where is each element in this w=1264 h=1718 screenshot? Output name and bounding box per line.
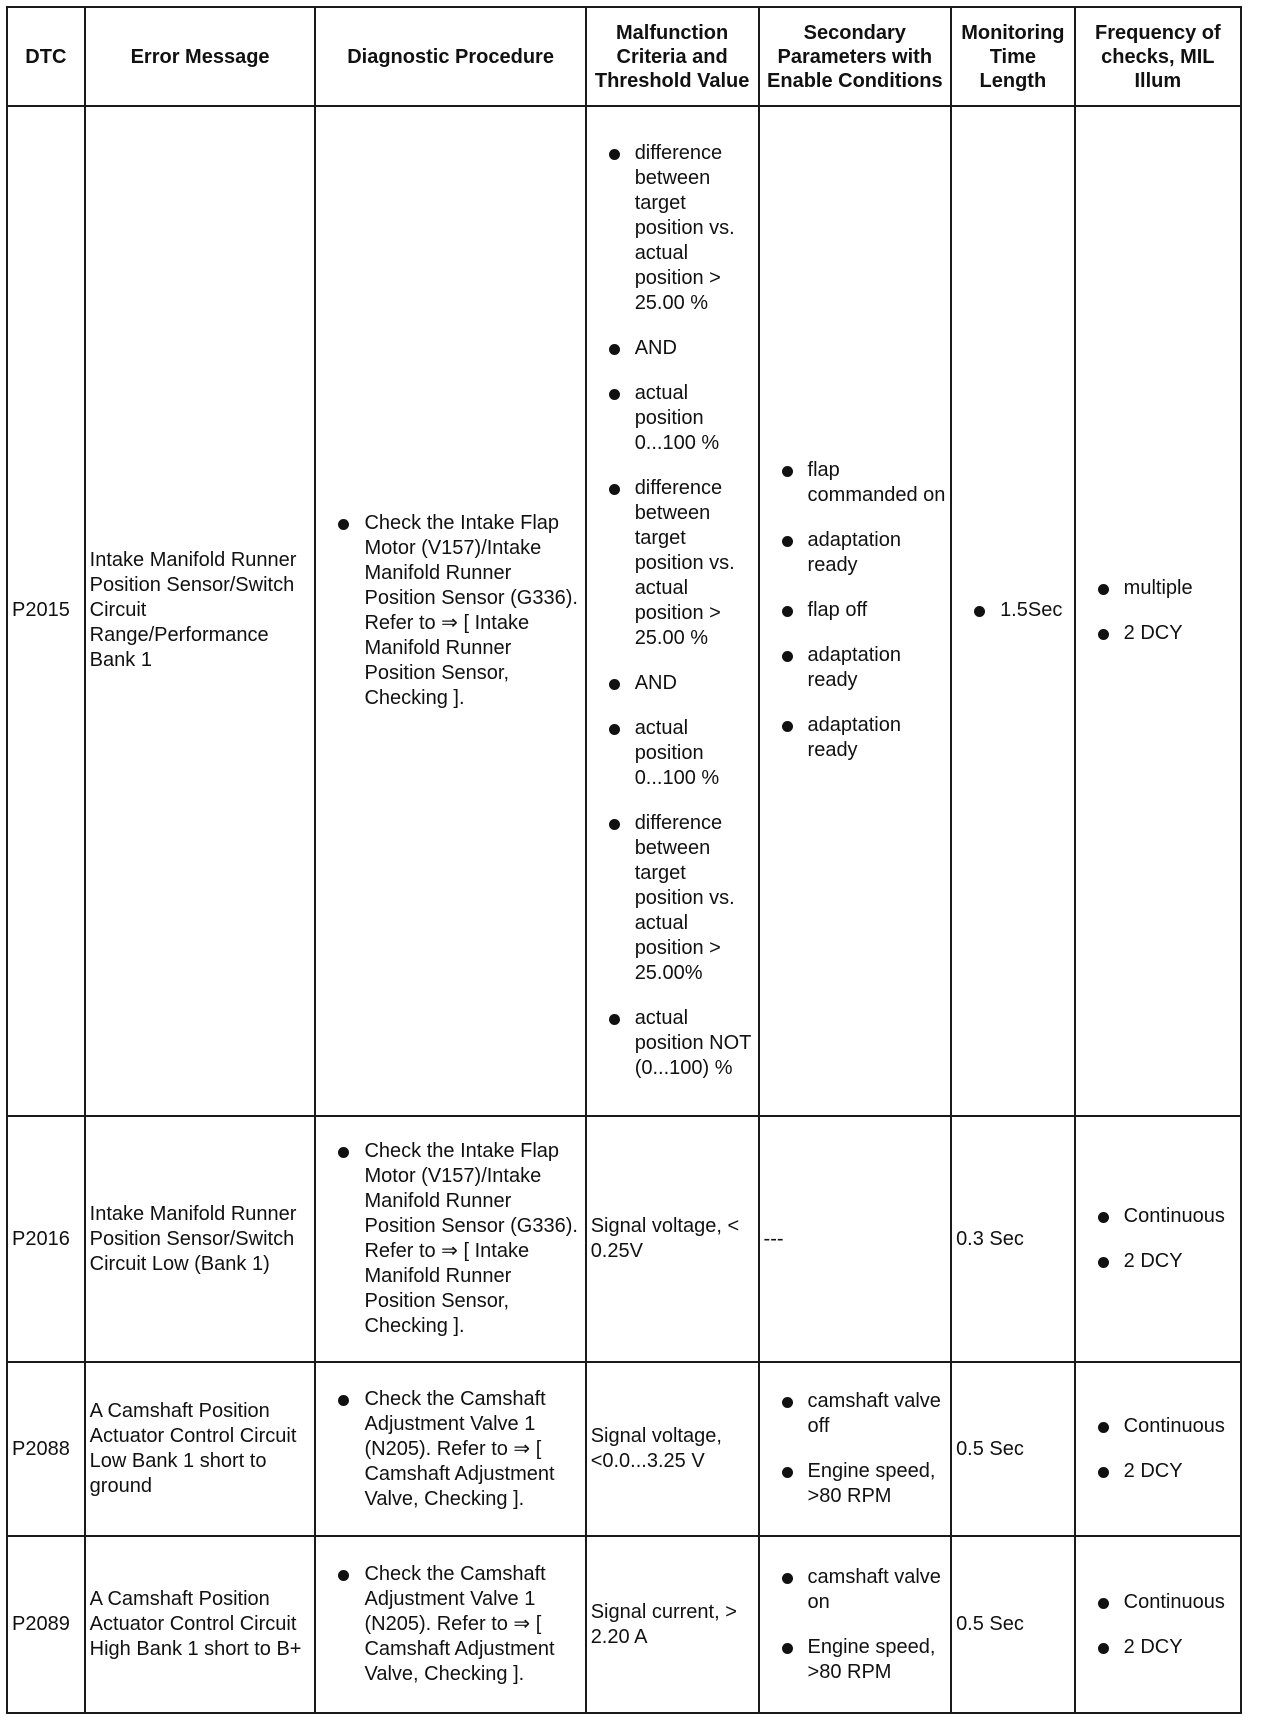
procedure-list [320, 511, 580, 711]
monitoring-time: 0.5 Sec [951, 1536, 1075, 1713]
list-item: Check the Camshaft Adjustment Valve 1 (N205). Refer to ⇒ [ Camshaft Adjustment Valve, Checking ]. [320, 1387, 580, 1512]
header-frequency: Frequency of checks, MIL Illum [1075, 7, 1241, 106]
table-row [7, 1362, 1241, 1536]
monitoring-list [956, 598, 1070, 623]
list-item: difference between target position vs. actual position > 25.00% [591, 811, 754, 986]
secondary-parameters [759, 106, 952, 1116]
monitoring-time: 0.3 Sec [951, 1116, 1075, 1363]
malfunction-criteria: Signal voltage, <0.0...3.25 V [586, 1362, 759, 1536]
list-item: flap off [764, 598, 947, 623]
list-item: Engine speed, >80 RPM [764, 1635, 947, 1685]
dtc-table [6, 6, 1242, 1714]
diagnostic-procedure [315, 106, 585, 1116]
secondary-parameters [759, 1536, 952, 1713]
list-item: adaptation ready [764, 713, 947, 763]
list-item: actual position 0...100 % [591, 716, 754, 791]
procedure-list [320, 1387, 580, 1512]
criteria-list [591, 141, 754, 1081]
list-item: flap commanded on [764, 458, 947, 508]
header-malfunction-criteria: Malfunction Criteria and Threshold Value [586, 7, 759, 106]
header-monitoring-time: Monitoring Time Length [951, 7, 1075, 106]
list-item: AND [591, 336, 754, 361]
header-dtc: DTC [7, 7, 85, 106]
error-message: A Camshaft Position Actuator Control Circuit High Bank 1 short to B+ [85, 1536, 316, 1713]
procedure-list [320, 1562, 580, 1687]
list-item: Check the Camshaft Adjustment Valve 1 (N205). Refer to ⇒ [ Camshaft Adjustment Valve, Checking ]. [320, 1562, 580, 1687]
dtc-code: P2015 [7, 106, 85, 1116]
frequency-list [1080, 1204, 1236, 1274]
table-row [7, 106, 1241, 1116]
frequency [1075, 106, 1241, 1116]
list-item: 1.5Sec [956, 598, 1070, 623]
list-item: Check the Intake Flap Motor (V157)/Intake Manifold Runner Position Sensor (G336). Refer to ⇒ [ Intake Manifold Runner Position Sensor, Checking ]. [320, 511, 580, 711]
secondary-list [764, 1389, 947, 1509]
procedure-list [320, 1139, 580, 1339]
frequency [1075, 1362, 1241, 1536]
monitoring-time: 0.5 Sec [951, 1362, 1075, 1536]
list-item: difference between target position vs. actual position > 25.00 % [591, 476, 754, 651]
dtc-code: P2089 [7, 1536, 85, 1713]
secondary-parameters: --- [759, 1116, 952, 1363]
list-item: 2 DCY [1080, 621, 1236, 646]
dtc-code: P2088 [7, 1362, 85, 1536]
table-row [7, 1536, 1241, 1713]
secondary-list [764, 1565, 947, 1685]
list-item: adaptation ready [764, 528, 947, 578]
list-item: actual position NOT (0...100) % [591, 1006, 754, 1081]
malfunction-criteria: Signal voltage, < 0.25V [586, 1116, 759, 1363]
error-message: Intake Manifold Runner Position Sensor/Switch Circuit Low (Bank 1) [85, 1116, 316, 1363]
secondary-parameters [759, 1362, 952, 1536]
list-item: Continuous [1080, 1414, 1236, 1439]
frequency-list [1080, 576, 1236, 646]
error-message: Intake Manifold Runner Position Sensor/Switch Circuit Range/Performance Bank 1 [85, 106, 316, 1116]
list-item: 2 DCY [1080, 1249, 1236, 1274]
frequency [1075, 1116, 1241, 1363]
malfunction-criteria [586, 106, 759, 1116]
frequency-list [1080, 1414, 1236, 1484]
list-item: AND [591, 671, 754, 696]
list-item: multiple [1080, 576, 1236, 601]
secondary-list [764, 458, 947, 763]
table-row [7, 1116, 1241, 1363]
header-diagnostic-procedure: Diagnostic Procedure [315, 7, 585, 106]
list-item: adaptation ready [764, 643, 947, 693]
list-item: difference between target position vs. actual position > 25.00 % [591, 141, 754, 316]
error-message: A Camshaft Position Actuator Control Circuit Low Bank 1 short to ground [85, 1362, 316, 1536]
list-item: Continuous [1080, 1204, 1236, 1229]
frequency [1075, 1536, 1241, 1713]
header-row [7, 7, 1241, 106]
list-item: camshaft valve on [764, 1565, 947, 1615]
monitoring-time [951, 106, 1075, 1116]
malfunction-criteria: Signal current, > 2.20 A [586, 1536, 759, 1713]
dtc-code: P2016 [7, 1116, 85, 1363]
diagnostic-procedure [315, 1536, 585, 1713]
diagnostic-procedure [315, 1362, 585, 1536]
frequency-list [1080, 1590, 1236, 1660]
list-item: Engine speed, >80 RPM [764, 1459, 947, 1509]
list-item: camshaft valve off [764, 1389, 947, 1439]
list-item: Check the Intake Flap Motor (V157)/Intake Manifold Runner Position Sensor (G336). Refer to ⇒ [ Intake Manifold Runner Position Sensor, Checking ]. [320, 1139, 580, 1339]
list-item: actual position 0...100 % [591, 381, 754, 456]
list-item: 2 DCY [1080, 1635, 1236, 1660]
list-item: 2 DCY [1080, 1459, 1236, 1484]
header-error-message: Error Message [85, 7, 316, 106]
list-item: Continuous [1080, 1590, 1236, 1615]
header-secondary-parameters: Secondary Parameters with Enable Conditions [759, 7, 952, 106]
diagnostic-procedure [315, 1116, 585, 1363]
